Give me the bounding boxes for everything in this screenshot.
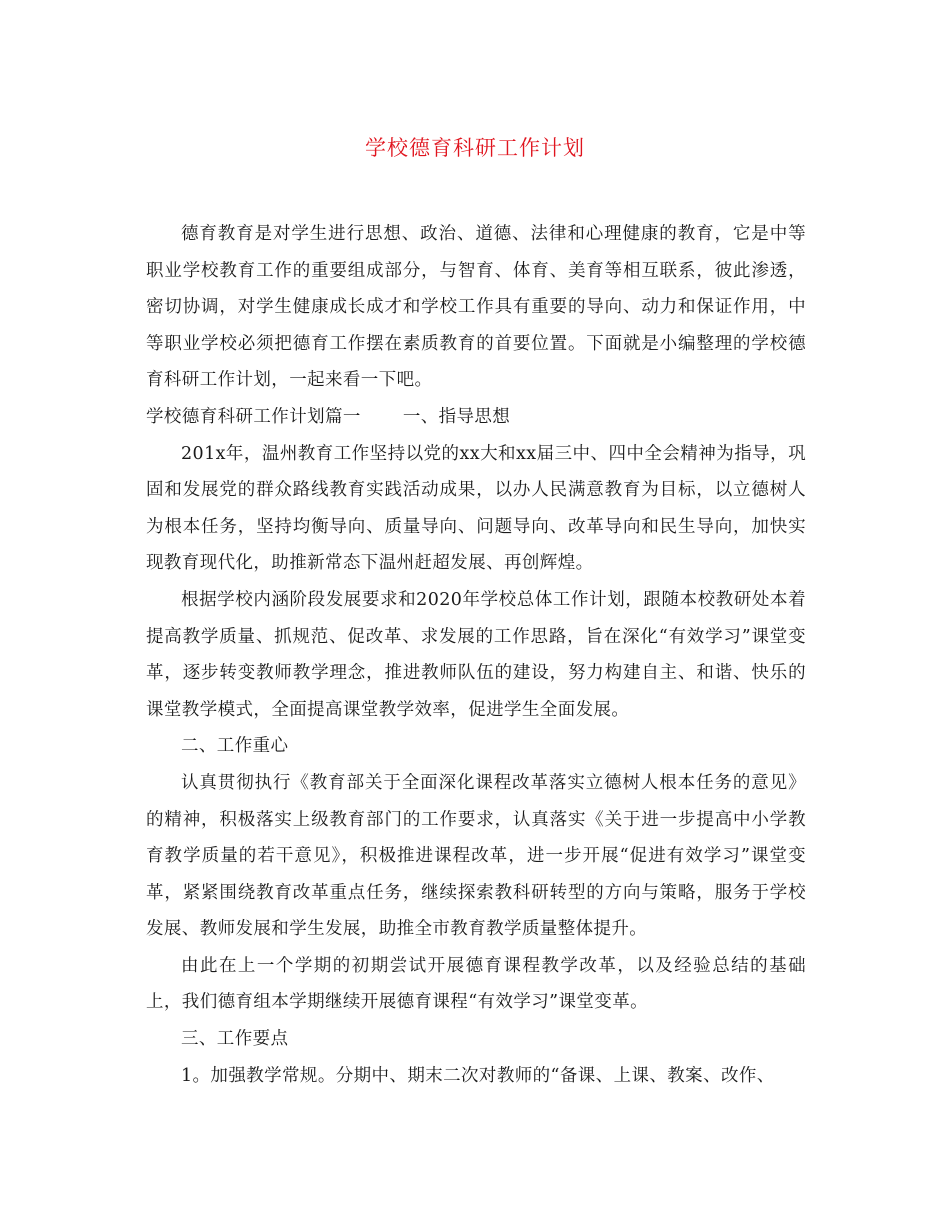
- paragraph-work-focus: 认真贯彻执行《教育部关于全面深化课程改革落实立德树人根本任务的意见》的精神，积极落实上级教育部门的工作要求，认真落实《关于进一步提高中小学教育教学质量的若干意见》，积极推进课程改革，进一步开展“促进有效学习”课堂变革，紧紧围绕教育改革重点任务，继续探索教科研转型的方向与策略，服务于学校发展、教师发展和学生发展，助推全市教育教学质量整体提升。: [146, 772, 806, 940]
- section-heading-work-points: 三、工作要点: [181, 1029, 289, 1050]
- paragraph-point-1: 1。加强教学常规。分期中、期末二次对教师的“备课、上课、教案、改作、: [181, 1065, 775, 1086]
- intro-paragraph: 德育教育是对学生进行思想、政治、道德、法律和心理健康的教育，它是中等职业学校教育工作的重要组成部分，与智育、体育、美育等相互联系，彼此渗透，密切协调，对学生健康成长成才和学校工作具有重要的导向、动力和保证作用，中等职业学校必须把德育工作摆在素质教育的首要位置。下面就是小编整理的学校德育科研工作计划，一起来看一下吧。: [146, 224, 806, 391]
- document-title: 学校德育科研工作计划: [365, 136, 585, 160]
- paragraph-reform-basis: 由此在上一个学期的初期尝试开展德育课程教学改革，以及经验总结的基础上，我们德育组本学期继续开展德育课程“有效学习”课堂变革。: [146, 955, 806, 1013]
- section-heading-guiding-ideology: 一、指导思想: [402, 406, 511, 427]
- paragraph-school-plan: 根据学校内涵阶段发展要求和2020年学校总体工作计划，跟随本校教研处本着提高教学质量、抓规范、促改革、求发展的工作思路，旨在深化“有效学习”课堂变革，逐步转变教师教学理念，推进教师队伍的建设，努力构建自主、和谐、快乐的课堂教学模式，全面提高课堂教学效率，促进学生全面发展。: [146, 589, 806, 720]
- section-heading-line: [146, 399, 806, 436]
- document-body: [146, 216, 806, 1094]
- section-heading-work-focus: 二、工作重心: [181, 736, 289, 757]
- part-label: 学校德育科研工作计划篇一: [146, 406, 361, 427]
- paragraph-guiding-ideology: 201x年，温州教育工作坚持以党的xx大和xx届三中、四中全会精神为指导，巩固和发展党的群众路线教育实践活动成果，以办人民满意教育为目标，以立德树人为根本任务，坚持均衡导向、质量导向、问题导向、改革导向和民生导向，加快实现教育现代化，助推新常态下温州赶超发展、再创辉煌。: [146, 443, 806, 574]
